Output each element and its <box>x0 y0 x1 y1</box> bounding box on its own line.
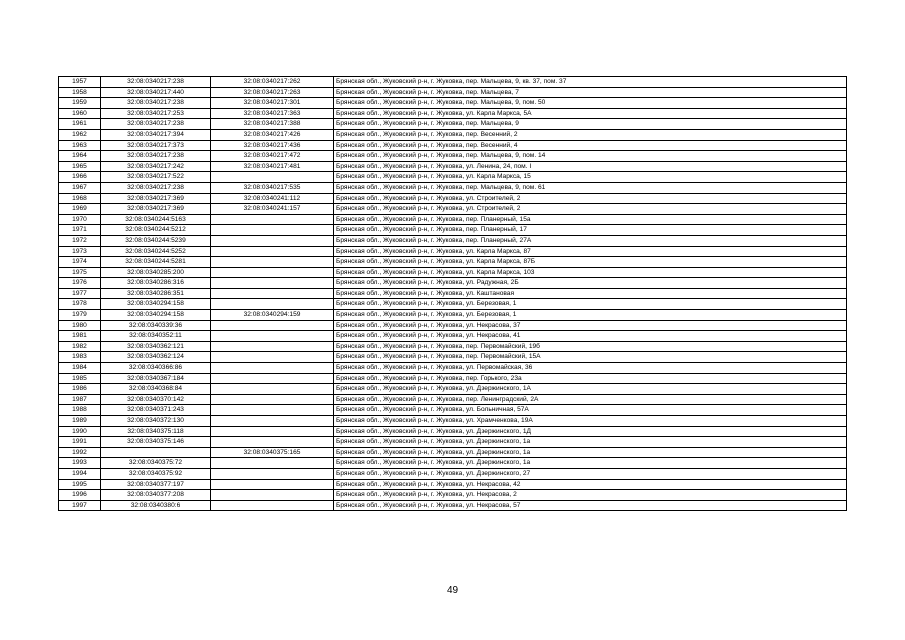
table-row <box>59 161 847 172</box>
linked-cadastral-number-cell <box>211 437 334 448</box>
linked-cadastral-number-cell: 32:08:0340217:262 <box>211 77 334 88</box>
table-row <box>59 151 847 162</box>
table-row <box>59 193 847 204</box>
table-row <box>59 267 847 278</box>
table-row <box>59 320 847 331</box>
cadastral-number-cell: 32:08:0340375:118 <box>101 426 211 437</box>
cadastral-number-cell: 32:08:0340366:86 <box>101 363 211 374</box>
address-cell: Брянская обл., Жуковский р-н, г. Жуковка, ул. Больничная, 57А <box>334 405 847 416</box>
address-cell: Брянская обл., Жуковский р-н, г. Жуковка, пер. Мальцева, 9, кв. 37, пом. 37 <box>334 77 847 88</box>
linked-cadastral-number-cell: 32:08:0340241:112 <box>211 193 334 204</box>
table-row <box>59 87 847 98</box>
address-cell: Брянская обл., Жуковский р-н, г. Жуковка, ул. Некрасова, 57 <box>334 500 847 511</box>
linked-cadastral-number-cell <box>211 331 334 342</box>
address-cell: Брянская обл., Жуковский р-н, г. Жуковка, ул. Строителей, 2 <box>334 204 847 215</box>
row-number-cell: 1972 <box>59 235 101 246</box>
table-row <box>59 129 847 140</box>
cadastral-number-cell: 32:08:0340362:124 <box>101 352 211 363</box>
linked-cadastral-number-cell <box>211 373 334 384</box>
linked-cadastral-number-cell: 32:08:0340217:426 <box>211 129 334 140</box>
table-row <box>59 246 847 257</box>
table-row <box>59 479 847 490</box>
table-row <box>59 140 847 151</box>
table-row <box>59 416 847 427</box>
address-cell: Брянская обл., Жуковский р-н, г. Жуковка, пер. Весенний, 4 <box>334 140 847 151</box>
table-row <box>59 394 847 405</box>
linked-cadastral-number-cell <box>211 225 334 236</box>
linked-cadastral-number-cell <box>211 320 334 331</box>
row-number-cell: 1968 <box>59 193 101 204</box>
linked-cadastral-number-cell: 32:08:0340217:535 <box>211 182 334 193</box>
address-cell: Брянская обл., Жуковский р-н, г. Жуковка, ул. Карла Маркса, 15 <box>334 172 847 183</box>
document-table-body <box>59 77 847 511</box>
linked-cadastral-number-cell <box>211 214 334 225</box>
table-row <box>59 373 847 384</box>
table-row <box>59 288 847 299</box>
address-cell: Брянская обл., Жуковский р-н, г. Жуковка, ул. Храмченкова, 19А <box>334 416 847 427</box>
table-row <box>59 447 847 458</box>
linked-cadastral-number-cell: 32:08:0340241:157 <box>211 204 334 215</box>
row-number-cell: 1973 <box>59 246 101 257</box>
cadastral-number-cell: 32:08:0340352:11 <box>101 331 211 342</box>
linked-cadastral-number-cell <box>211 278 334 289</box>
linked-cadastral-number-cell <box>211 479 334 490</box>
row-number-cell: 1983 <box>59 352 101 363</box>
linked-cadastral-number-cell <box>211 341 334 352</box>
address-cell: Брянская обл., Жуковский р-н, г. Жуковка, ул. Ленина, 24, пом. I <box>334 161 847 172</box>
address-cell: Брянская обл., Жуковский р-н, г. Жуковка, ул. Радужная, 2Б <box>334 278 847 289</box>
table-row <box>59 257 847 268</box>
table-row <box>59 468 847 479</box>
address-cell: Брянская обл., Жуковский р-н, г. Жуковка, ул. Каштановая <box>334 288 847 299</box>
cadastral-number-cell: 32:08:0340377:197 <box>101 479 211 490</box>
linked-cadastral-number-cell <box>211 416 334 427</box>
row-number-cell: 1975 <box>59 267 101 278</box>
row-number-cell: 1980 <box>59 320 101 331</box>
linked-cadastral-number-cell <box>211 172 334 183</box>
row-number-cell: 1994 <box>59 468 101 479</box>
linked-cadastral-number-cell: 32:08:0340294:159 <box>211 310 334 321</box>
address-cell: Брянская обл., Жуковский р-н, г. Жуковка, ул. Дзержинского, 1а <box>334 458 847 469</box>
row-number-cell: 1961 <box>59 119 101 130</box>
address-cell: Брянская обл., Жуковский р-н, г. Жуковка, ул. Дзержинского, 27 <box>334 468 847 479</box>
linked-cadastral-number-cell <box>211 384 334 395</box>
page-number: 49 <box>446 585 459 596</box>
row-number-cell: 1978 <box>59 299 101 310</box>
table-row <box>59 500 847 511</box>
linked-cadastral-number-cell: 32:08:0340217:436 <box>211 140 334 151</box>
cadastral-number-cell: 32:08:0340286:316 <box>101 278 211 289</box>
table-row <box>59 182 847 193</box>
table-row <box>59 204 847 215</box>
address-cell: Брянская обл., Жуковский р-н, г. Жуковка, ул. Дзержинского, 1А <box>334 384 847 395</box>
linked-cadastral-number-cell: 32:08:0340217:388 <box>211 119 334 130</box>
cadastral-number-cell: 32:08:0340294:158 <box>101 299 211 310</box>
row-number-cell: 1959 <box>59 98 101 109</box>
cadastral-number-cell: 32:08:0340244:5163 <box>101 214 211 225</box>
cadastral-number-cell: 32:08:0340244:5281 <box>101 257 211 268</box>
row-number-cell: 1988 <box>59 405 101 416</box>
table-row <box>59 278 847 289</box>
linked-cadastral-number-cell <box>211 257 334 268</box>
table-row <box>59 384 847 395</box>
address-cell: Брянская обл., Жуковский р-н, г. Жуковка, ул. Строителей, 2 <box>334 193 847 204</box>
linked-cadastral-number-cell <box>211 468 334 479</box>
cadastral-number-cell: 32:08:0340368:84 <box>101 384 211 395</box>
address-cell: Брянская обл., Жуковский р-н, г. Жуковка, пер. Планерный, 27А <box>334 235 847 246</box>
row-number-cell: 1977 <box>59 288 101 299</box>
address-cell: Брянская обл., Жуковский р-н, г. Жуковка, ул. Некрасова, 42 <box>334 479 847 490</box>
linked-cadastral-number-cell <box>211 267 334 278</box>
cadastral-number-cell: 32:08:0340217:238 <box>101 98 211 109</box>
address-cell: Брянская обл., Жуковский р-н, г. Жуковка, ул. Дзержинского, 1а <box>334 447 847 458</box>
cadastral-number-cell: 32:08:0340294:158 <box>101 310 211 321</box>
row-number-cell: 1965 <box>59 161 101 172</box>
cadastral-number-cell: 32:08:0340362:121 <box>101 341 211 352</box>
address-cell: Брянская обл., Жуковский р-н, г. Жуковка, пер. Планерный, 15а <box>334 214 847 225</box>
cadastral-number-cell: 32:08:0340217:394 <box>101 129 211 140</box>
linked-cadastral-number-cell: 32:08:0340217:472 <box>211 151 334 162</box>
table-row <box>59 225 847 236</box>
linked-cadastral-number-cell: 32:08:0340217:363 <box>211 108 334 119</box>
row-number-cell: 1982 <box>59 341 101 352</box>
cadastral-number-cell: 32:08:0340377:208 <box>101 490 211 501</box>
linked-cadastral-number-cell: 32:08:0340217:263 <box>211 87 334 98</box>
table-row <box>59 352 847 363</box>
cadastral-number-cell: 32:08:0340217:440 <box>101 87 211 98</box>
address-cell: Брянская обл., Жуковский р-н, г. Жуковка, ул. Карла Маркса, 87Б <box>334 257 847 268</box>
cadastral-number-cell: 32:08:0340375:92 <box>101 468 211 479</box>
address-cell: Брянская обл., Жуковский р-н, г. Жуковка, ул. Карла Маркса, 103 <box>334 267 847 278</box>
row-number-cell: 1995 <box>59 479 101 490</box>
address-cell: Брянская обл., Жуковский р-н, г. Жуковка, пер. Первомайский, 15А <box>334 352 847 363</box>
address-cell: Брянская обл., Жуковский р-н, г. Жуковка, ул. Первомайская, 36 <box>334 363 847 374</box>
row-number-cell: 1996 <box>59 490 101 501</box>
row-number-cell: 1963 <box>59 140 101 151</box>
table-row <box>59 108 847 119</box>
row-number-cell: 1989 <box>59 416 101 427</box>
row-number-cell: 1967 <box>59 182 101 193</box>
cadastral-number-cell: 32:08:0340339:36 <box>101 320 211 331</box>
cadastral-number-cell: 32:08:0340371:243 <box>101 405 211 416</box>
address-cell: Брянская обл., Жуковский р-н, г. Жуковка, ул. Некрасова, 37 <box>334 320 847 331</box>
cadastral-number-cell: 32:08:0340367:184 <box>101 373 211 384</box>
linked-cadastral-number-cell <box>211 288 334 299</box>
table-row <box>59 77 847 88</box>
row-number-cell: 1957 <box>59 77 101 88</box>
row-number-cell: 1958 <box>59 87 101 98</box>
cadastral-number-cell: 32:08:0340372:130 <box>101 416 211 427</box>
address-cell: Брянская обл., Жуковский р-н, г. Жуковка, пер. Горького, 23а <box>334 373 847 384</box>
table-row <box>59 405 847 416</box>
linked-cadastral-number-cell <box>211 458 334 469</box>
address-cell: Брянская обл., Жуковский р-н, г. Жуковка, ул. Дзержинского, 1Д <box>334 426 847 437</box>
table-row <box>59 172 847 183</box>
linked-cadastral-number-cell <box>211 246 334 257</box>
row-number-cell: 1993 <box>59 458 101 469</box>
address-cell: Брянская обл., Жуковский р-н, г. Жуковка, ул. Некрасова, 41 <box>334 331 847 342</box>
cadastral-number-cell <box>101 447 211 458</box>
address-cell: Брянская обл., Жуковский р-н, г. Жуковка, пер. Ленинградский, 2А <box>334 394 847 405</box>
table-row <box>59 458 847 469</box>
cadastral-number-cell: 32:08:0340375:72 <box>101 458 211 469</box>
address-cell: Брянская обл., Жуковский р-н, г. Жуковка, ул. Березовая, 1 <box>334 299 847 310</box>
table-row <box>59 437 847 448</box>
linked-cadastral-number-cell <box>211 500 334 511</box>
linked-cadastral-number-cell <box>211 299 334 310</box>
document-table <box>58 76 847 511</box>
address-cell: Брянская обл., Жуковский р-н, г. Жуковка, пер. Мальцева, 7 <box>334 87 847 98</box>
row-number-cell: 1987 <box>59 394 101 405</box>
row-number-cell: 1986 <box>59 384 101 395</box>
linked-cadastral-number-cell <box>211 405 334 416</box>
linked-cadastral-number-cell: 32:08:0340217:301 <box>211 98 334 109</box>
address-cell: Брянская обл., Жуковский р-н, г. Жуковка, пер. Мальцева, 9, пом. 14 <box>334 151 847 162</box>
address-cell: Брянская обл., Жуковский р-н, г. Жуковка, пер. Планерный, 17 <box>334 225 847 236</box>
table-row <box>59 490 847 501</box>
row-number-cell: 1981 <box>59 331 101 342</box>
address-cell: Брянская обл., Жуковский р-н, г. Жуковка, ул. Некрасова, 2 <box>334 490 847 501</box>
table-row <box>59 341 847 352</box>
address-cell: Брянская обл., Жуковский р-н, г. Жуковка, пер. Мальцева, 9, пом. 61 <box>334 182 847 193</box>
linked-cadastral-number-cell <box>211 426 334 437</box>
row-number-cell: 1992 <box>59 447 101 458</box>
cadastral-number-cell: 32:08:0340217:522 <box>101 172 211 183</box>
linked-cadastral-number-cell <box>211 235 334 246</box>
linked-cadastral-number-cell: 32:08:0340217:481 <box>211 161 334 172</box>
cadastral-number-cell: 32:08:0340217:373 <box>101 140 211 151</box>
row-number-cell: 1969 <box>59 204 101 215</box>
cadastral-number-cell: 32:08:0340217:242 <box>101 161 211 172</box>
cadastral-number-cell: 32:08:0340217:238 <box>101 119 211 130</box>
table-row <box>59 426 847 437</box>
cadastral-number-cell: 32:08:0340217:253 <box>101 108 211 119</box>
row-number-cell: 1960 <box>59 108 101 119</box>
address-cell: Брянская обл., Жуковский р-н, г. Жуковка, ул. Карла Маркса, 87 <box>334 246 847 257</box>
row-number-cell: 1990 <box>59 426 101 437</box>
cadastral-number-cell: 32:08:0340244:5239 <box>101 235 211 246</box>
linked-cadastral-number-cell <box>211 490 334 501</box>
cadastral-number-cell: 32:08:0340285:200 <box>101 267 211 278</box>
cadastral-number-cell: 32:08:0340380:6 <box>101 500 211 511</box>
address-cell: Брянская обл., Жуковский р-н, г. Жуковка, пер. Мальцева, 9 <box>334 119 847 130</box>
address-cell: Брянская обл., Жуковский р-н, г. Жуковка, пер. Мальцева, 9, пом. 50 <box>334 98 847 109</box>
cadastral-number-cell: 32:08:0340217:369 <box>101 193 211 204</box>
table-row <box>59 310 847 321</box>
address-cell: Брянская обл., Жуковский р-н, г. Жуковка, ул. Березовая, 1 <box>334 310 847 321</box>
address-cell: Брянская обл., Жуковский р-н, г. Жуковка, пер. Весенний, 2 <box>334 129 847 140</box>
cadastral-number-cell: 32:08:0340244:5212 <box>101 225 211 236</box>
linked-cadastral-number-cell: 32:08:0340375:165 <box>211 447 334 458</box>
row-number-cell: 1962 <box>59 129 101 140</box>
row-number-cell: 1966 <box>59 172 101 183</box>
row-number-cell: 1971 <box>59 225 101 236</box>
cadastral-number-cell: 32:08:0340217:369 <box>101 204 211 215</box>
linked-cadastral-number-cell <box>211 394 334 405</box>
table-row <box>59 331 847 342</box>
address-cell: Брянская обл., Жуковский р-н, г. Жуковка, ул. Дзержинского, 1а <box>334 437 847 448</box>
row-number-cell: 1976 <box>59 278 101 289</box>
table-row <box>59 363 847 374</box>
address-cell: Брянская обл., Жуковский р-н, г. Жуковка, ул. Карла Маркса, 5А <box>334 108 847 119</box>
row-number-cell: 1974 <box>59 257 101 268</box>
table-row <box>59 299 847 310</box>
row-number-cell: 1984 <box>59 363 101 374</box>
cadastral-number-cell: 32:08:0340217:238 <box>101 151 211 162</box>
table-row <box>59 119 847 130</box>
row-number-cell: 1997 <box>59 500 101 511</box>
row-number-cell: 1970 <box>59 214 101 225</box>
cadastral-number-cell: 32:08:0340375:146 <box>101 437 211 448</box>
cadastral-number-cell: 32:08:0340244:5252 <box>101 246 211 257</box>
row-number-cell: 1991 <box>59 437 101 448</box>
table-row <box>59 98 847 109</box>
cadastral-number-cell: 32:08:0340217:238 <box>101 77 211 88</box>
cadastral-number-cell: 32:08:0340370:142 <box>101 394 211 405</box>
linked-cadastral-number-cell <box>211 363 334 374</box>
address-cell: Брянская обл., Жуковский р-н, г. Жуковка, пер. Первомайский, 19б <box>334 341 847 352</box>
cadastral-number-cell: 32:08:0340217:238 <box>101 182 211 193</box>
row-number-cell: 1979 <box>59 310 101 321</box>
row-number-cell: 1964 <box>59 151 101 162</box>
table-row <box>59 214 847 225</box>
table-row <box>59 235 847 246</box>
row-number-cell: 1985 <box>59 373 101 384</box>
linked-cadastral-number-cell <box>211 352 334 363</box>
cadastral-number-cell: 32:08:0340286:351 <box>101 288 211 299</box>
